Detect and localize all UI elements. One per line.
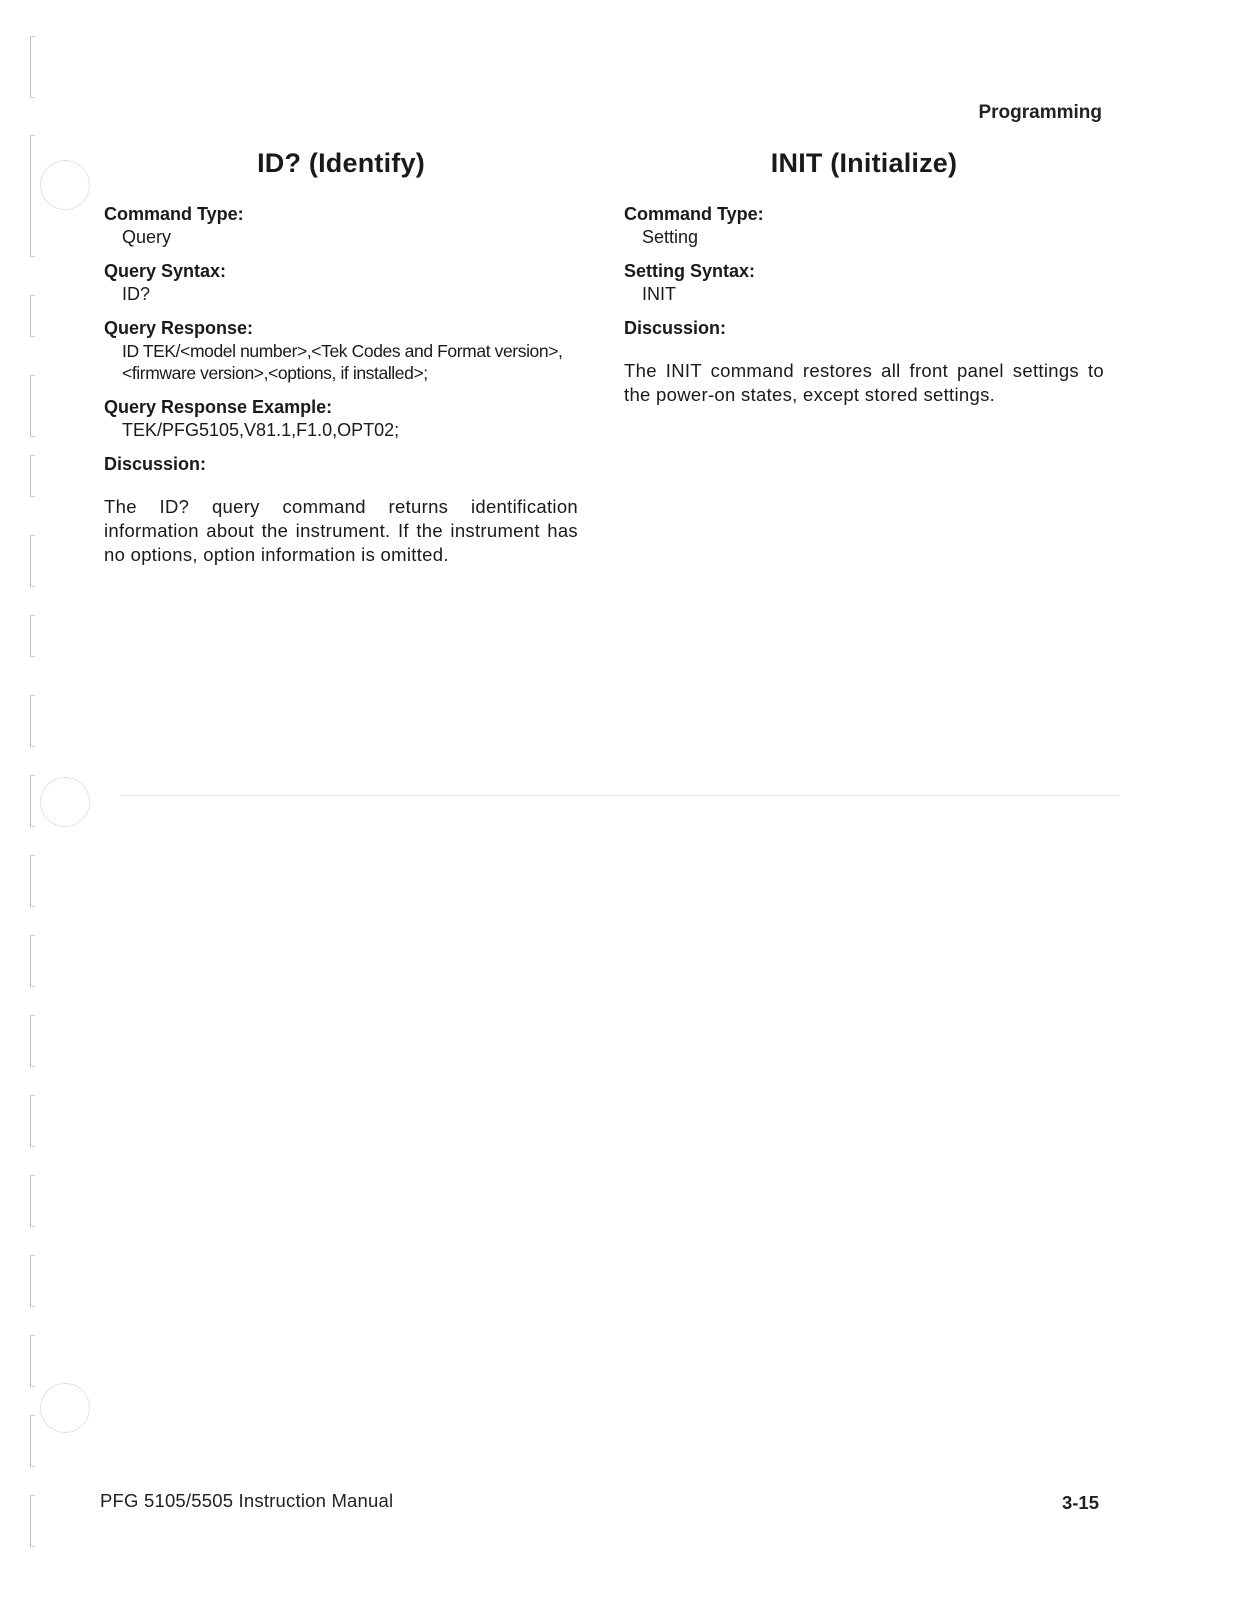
field-label: Command Type:	[104, 204, 244, 224]
manual-title: PFG 5105/5505 Instruction Manual	[100, 1490, 394, 1511]
field-value: ID TEK/<model number>,<Tek Codes and Format version>,<firmware version>,<options, if installed>;	[122, 341, 563, 383]
page-number: 3-15	[1061, 1492, 1099, 1513]
punch-hole	[40, 160, 90, 210]
field-value: INIT	[642, 284, 676, 304]
binder-edge-mark	[30, 1015, 35, 1067]
binder-edge-mark	[30, 36, 35, 98]
field-label: Query Syntax:	[104, 261, 227, 281]
field-label: Command Type:	[624, 204, 764, 224]
binder-edge-mark	[30, 295, 35, 337]
init-command-section	[624, 148, 1104, 407]
section-title: INIT (Initialize)	[770, 148, 958, 178]
field-value: TEK/PFG5105,V81.1,F1.0,OPT02;	[122, 420, 400, 440]
section-title: ID? (Identify)	[257, 148, 425, 178]
field-value: Query	[122, 227, 172, 247]
binder-edge-mark	[30, 935, 35, 987]
discussion-text: The ID? query command returns identification information about the instrument. If the instrument has no options, option information is omitted.	[104, 496, 578, 565]
punch-hole	[40, 777, 90, 827]
discussion-text: The INIT command restores all front panel settings to the power-on states, except stored settings.	[624, 360, 1104, 405]
binder-edge-mark	[30, 695, 35, 747]
id-command-section	[104, 148, 578, 567]
field-label: Query Response:	[104, 318, 254, 338]
punch-hole	[40, 1383, 90, 1433]
binder-edge-mark	[30, 775, 35, 827]
running-head: Programming	[978, 102, 1102, 123]
binder-edge-mark	[30, 535, 35, 587]
scan-artifact-line	[120, 795, 1120, 796]
discussion-label: Discussion:	[624, 318, 727, 338]
binder-edge-mark	[30, 1175, 35, 1227]
field-value: ID?	[122, 284, 151, 304]
binder-edge-mark	[30, 375, 35, 437]
field-label: Setting Syntax:	[624, 261, 756, 281]
discussion-label: Discussion:	[104, 454, 207, 474]
binder-edge-mark	[30, 1335, 35, 1387]
binder-edge-mark	[30, 1255, 35, 1307]
binder-edge-mark	[30, 1495, 35, 1547]
binder-edge-mark	[30, 615, 35, 657]
field-value: Setting	[642, 227, 699, 247]
binder-edge-mark	[30, 1415, 35, 1467]
binder-edge-mark	[30, 135, 35, 257]
binder-edge-mark	[30, 855, 35, 907]
binder-edge-mark	[30, 1095, 35, 1147]
field-label: Query Response Example:	[104, 397, 333, 417]
binder-edge-mark	[30, 455, 35, 497]
